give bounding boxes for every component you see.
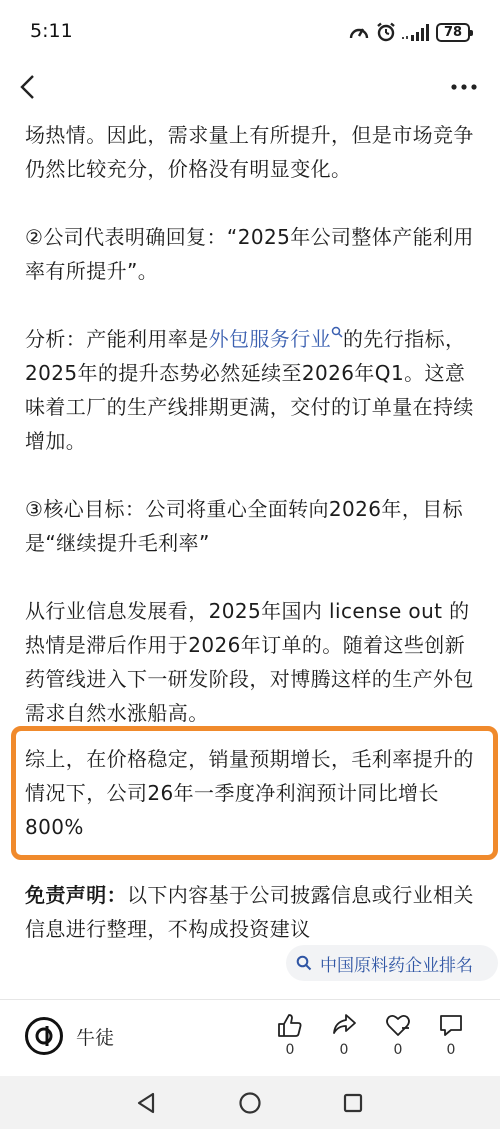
- status-time: 5:11: [30, 20, 73, 42]
- bottom-action-bar: [0, 1000, 500, 1076]
- share-button[interactable]: [329, 1012, 359, 1058]
- search-suggestion-text: 中国原料药企业排名: [320, 955, 473, 976]
- system-back-button[interactable]: [133, 1090, 159, 1116]
- back-button[interactable]: [12, 70, 44, 104]
- system-home-button[interactable]: [237, 1090, 263, 1116]
- recents-square-icon: [342, 1092, 364, 1114]
- status-bar: [0, 0, 500, 62]
- comment-count: 0: [446, 1042, 456, 1058]
- back-triangle-icon: [135, 1091, 157, 1115]
- article-paragraph: 场热情。因此，需求量上有所提升，但是市场竞争仍然比较充分，价格没有明显变化。: [25, 123, 474, 181]
- article-paragraph: ③核心目标：公司将重心全面转向2026年，目标是“继续提升毛利率”: [25, 497, 464, 555]
- favorite-button[interactable]: [383, 1012, 413, 1058]
- disclaimer-text: 以下内容基于公司披露信息或行业相关信息进行整理，不构成投资建议: [25, 883, 474, 941]
- share-icon: [331, 1012, 357, 1038]
- more-horizontal-icon: [451, 83, 477, 91]
- disclaimer-label: 免责声明：: [25, 883, 127, 907]
- system-recents-button[interactable]: [340, 1090, 366, 1116]
- signal-icon: [402, 23, 430, 41]
- author-logo-icon: [32, 1024, 56, 1048]
- battery-icon: 78: [436, 23, 470, 42]
- more-button[interactable]: [446, 70, 482, 104]
- share-count: 0: [339, 1042, 349, 1058]
- article-paragraph: ②公司代表明确回复：“2025年公司整体产能利用率有所提升”。: [25, 225, 474, 283]
- search-icon[interactable]: [331, 326, 343, 338]
- search-icon: [296, 955, 312, 971]
- disclaimer: [25, 878, 480, 946]
- speedometer-icon: [348, 22, 370, 42]
- author-name: 牛徒: [76, 1026, 115, 1049]
- avatar[interactable]: [25, 1017, 63, 1055]
- top-nav-bar: [0, 62, 500, 112]
- industry-link[interactable]: 外包服务行业: [208, 327, 332, 351]
- article-body: [25, 112, 480, 730]
- like-count: 0: [285, 1042, 295, 1058]
- status-icons: [348, 20, 470, 44]
- author-info[interactable]: [25, 1017, 114, 1055]
- highlight-conclusion: 综上，在价格稳定，销量预期增长，毛利率提升的情况下，公司26年一季度净利润预计同比增长800%: [25, 747, 474, 839]
- analysis-prefix: 分析：产能利用率是: [25, 327, 209, 351]
- article-paragraph: 从行业信息发展看，2025年国内 license out 的热情是滞后作用于2026年订单的。随着这些创新药管线进入下一研发阶段，对博腾这样的生产外包需求自然水涨船高。: [25, 599, 474, 725]
- alarm-icon: [376, 22, 396, 42]
- like-button[interactable]: [275, 1012, 305, 1058]
- comment-icon: [438, 1012, 464, 1038]
- article-paragraph-analysis: [25, 322, 480, 458]
- heart-icon: [385, 1012, 411, 1038]
- home-circle-icon: [238, 1091, 262, 1115]
- chevron-left-icon: [19, 74, 37, 100]
- search-suggestion-pill[interactable]: [286, 945, 498, 981]
- analysis-suffix: 的先行指标，2025年的提升态势必然延续至2026年Q1。这意味着工厂的生产线排期更满，交付的订单量在持续增加。: [25, 327, 474, 453]
- favorite-count: 0: [393, 1042, 403, 1058]
- comment-button[interactable]: [436, 1012, 466, 1058]
- system-nav-bar: [0, 1076, 500, 1129]
- thumbs-up-icon: [277, 1012, 303, 1038]
